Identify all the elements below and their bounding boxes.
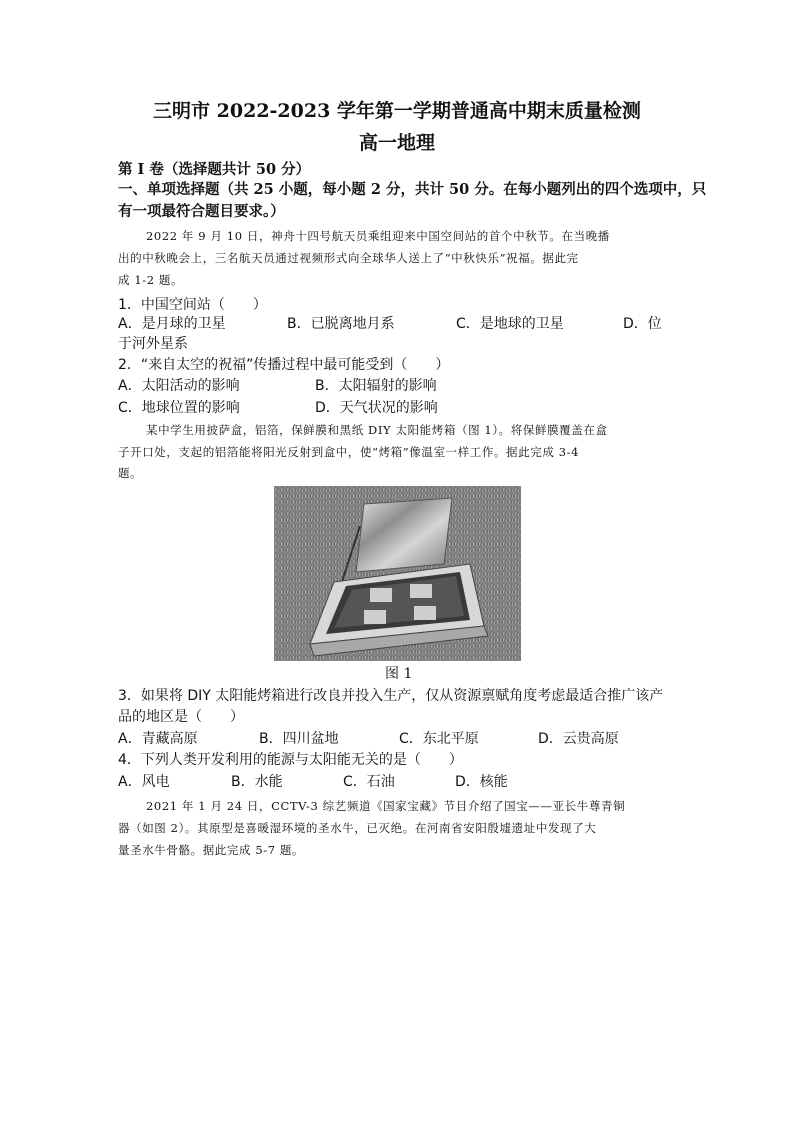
question-4-option-b: B．水能 xyxy=(231,774,283,790)
question-3-option-c: C．东北平原 xyxy=(399,731,479,747)
question-2-option-d: D．天气状况的影响 xyxy=(315,400,438,416)
question-1-option-c: C．是地球的卫星 xyxy=(456,316,564,332)
question-1-option-d-continued: 于河外星系 xyxy=(118,336,188,352)
volume-heading: 第 I 卷（选择题共计 50 分） xyxy=(118,161,311,178)
passage3-line3: 量圣水牛骨骼。据此完成 5-7 题。 xyxy=(118,843,305,857)
question-3-stem-line1: 3．如果将 DIY 太阳能烤箱进行改良并投入生产，仅从资源禀赋角度考虑最适合推广该产 xyxy=(118,688,664,704)
exam-subtitle: 高一地理 xyxy=(358,132,435,154)
solar-oven-photo xyxy=(274,486,521,661)
question-1-option-d: D．位 xyxy=(623,316,662,332)
question-2-option-b: B．太阳辐射的影响 xyxy=(315,378,437,394)
question-3-option-a: A．青藏高原 xyxy=(118,731,198,747)
question-4-option-c: C．石油 xyxy=(343,774,395,790)
passage1-line3: 成 1-2 题。 xyxy=(118,273,184,287)
question-4-option-d: D．核能 xyxy=(455,774,508,790)
section-instructions-line2: 有一项最符合题目要求。） xyxy=(118,203,285,220)
question-2-option-a: A．太阳活动的影响 xyxy=(118,378,240,394)
question-2-stem: 2．“来自太空的祝福”传播过程中最可能受到（ ） xyxy=(118,357,450,373)
section-instructions-line1: 一、单项选择题（共 25 小题，每小题 2 分，共计 50 分。在每小题列出的四个选项中，只 xyxy=(118,181,707,198)
question-1-option-b: B．已脱离地月系 xyxy=(287,316,395,332)
question-3-stem-line2: 品的地区是（ ） xyxy=(118,709,244,725)
question-1-stem: 1．中国空间站（ ） xyxy=(118,297,267,313)
passage2-line3: 题。 xyxy=(118,466,143,480)
exam-title: 三明市 2022-2023 学年第一学期普通高中期末质量检测 xyxy=(153,100,641,122)
question-2-option-c: C．地球位置的影响 xyxy=(118,400,240,416)
question-4-option-a: A．风电 xyxy=(118,774,170,790)
question-4-stem: 4．下列人类开发利用的能源与太阳能无关的是（ ） xyxy=(118,752,463,768)
question-3-option-b: B．四川盆地 xyxy=(259,731,339,747)
figure-1-caption: 图 1 xyxy=(385,666,413,682)
passage3-line2: 器（如图 2）。其原型是喜暖湿环境的圣水牛，已灭绝。在河南省安阳殷墟遗址中发现了大 xyxy=(118,821,597,835)
question-3-option-d: D．云贵高原 xyxy=(538,731,619,747)
solar-oven-illustration xyxy=(274,486,521,661)
passage1-line2: 出的中秋晚会上，三名航天员通过视频形式向全球华人送上了“中秋快乐”祝福。据此完 xyxy=(118,251,579,265)
question-1-option-a: A．是月球的卫星 xyxy=(118,316,226,332)
passage3-line1: 2021 年 1 月 24 日，CCTV-3 综艺频道《国家宝藏》节目介绍了国宝——亚长牛尊青铜 xyxy=(146,799,626,813)
passage1-line1: 2022 年 9 月 10 日，神舟十四号航天员乘组迎来中国空间站的首个中秋节。在当晚播 xyxy=(146,229,610,243)
passage2-line1: 某中学生用披萨盒，铝箔，保鲜膜和黑纸 DIY 太阳能烤箱（图 1）。将保鲜膜覆盖在盒 xyxy=(146,423,608,437)
passage2-line2: 子开口处，支起的铝箔能将阳光反射到盒中，使“烤箱”像温室一样工作。据此完成 3-4 xyxy=(118,445,580,459)
